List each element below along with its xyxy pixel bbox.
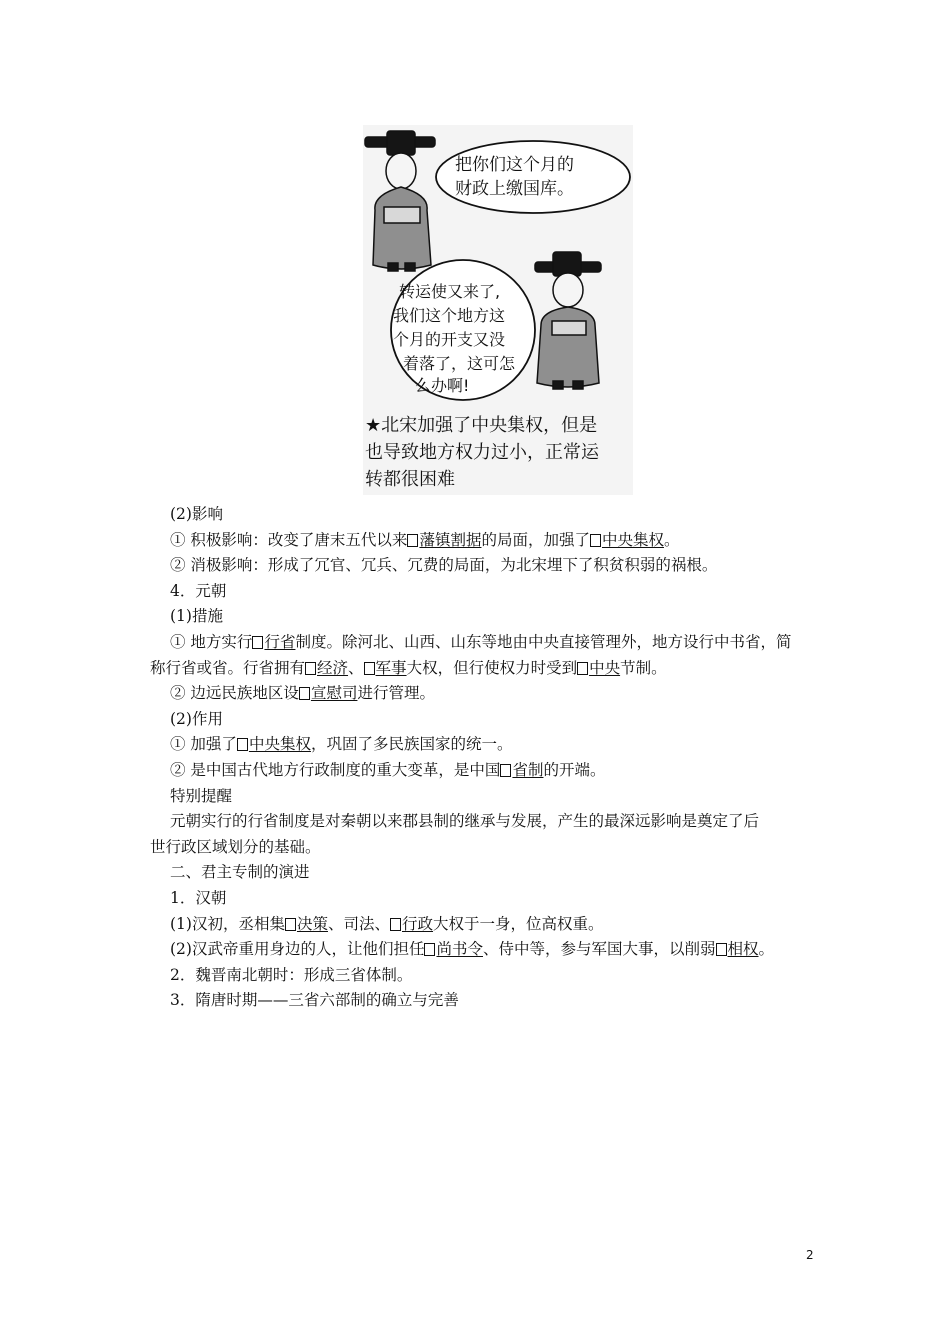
text-line <box>150 758 820 784</box>
text-segment: 大权，但行使权力时受到 <box>406 658 578 677</box>
text-line <box>150 809 820 835</box>
text-segment: 的局面，加强了 <box>481 530 590 549</box>
text-segment: 元朝实行的行省制度是对秦朝以来郡县制的继承与发展，产生的最深远影响是奠定了后 <box>170 812 760 831</box>
bubble1-line1: 把你们这个月的 <box>455 155 574 175</box>
text-line <box>150 784 820 810</box>
caption-line: 转都很困难 <box>365 469 455 490</box>
bubble2-line5: 么办啊! <box>415 376 470 395</box>
text-segment: 。 <box>758 940 775 959</box>
fill-in-answer: 行政 <box>402 914 434 933</box>
official-figure-right <box>535 252 601 389</box>
answer-box-icon <box>590 534 601 547</box>
text-segment: 大权于一身，位高权重。 <box>433 914 604 933</box>
bubble2-line1: 转运使又来了, <box>399 282 501 301</box>
caption-line: ★北宋加强了中央集权，但是 <box>365 415 598 436</box>
text-line <box>150 630 820 656</box>
text-segment: 二、君主专制的演进 <box>170 863 310 882</box>
text-segment: 3．隋唐时期——三省六部制的确立与完善 <box>170 991 459 1010</box>
text-segment: ① 加强了 <box>170 735 237 754</box>
fill-in-answer: 经济 <box>317 658 349 677</box>
text-segment: (1)措施 <box>170 607 223 626</box>
bubble2-line3: 个月的开支又没 <box>393 330 506 349</box>
text-segment: 、 <box>348 658 364 677</box>
bubble2-line2: 我们这个地方这 <box>393 306 506 325</box>
answer-box-icon <box>407 534 418 547</box>
fill-in-answer: 尚书令 <box>436 940 483 959</box>
caption-line: 也导致地方权力过小，正常运 <box>365 442 599 463</box>
text-segment: 制度。除河北、山西、山东等地由中央直接管理外，地方设行中书省，简 <box>295 632 792 651</box>
fill-in-answer: 军事 <box>375 658 407 677</box>
text-line <box>150 502 820 528</box>
text-line <box>150 707 820 733</box>
text-segment: ① 积极影响：改变了唐末五代以来 <box>170 530 408 549</box>
text-line <box>150 604 820 630</box>
fill-in-answer: 相权 <box>727 940 759 959</box>
cartoon-caption <box>365 412 630 493</box>
text-line <box>150 656 820 682</box>
text-line <box>150 732 820 758</box>
text-line <box>150 860 820 886</box>
text-segment: ② 消极影响：形成了冗官、冗兵、冗费的局面，为北宋埋下了积贫积弱的祸根。 <box>170 556 718 575</box>
text-segment: 节制。 <box>620 658 667 677</box>
answer-box-icon <box>285 918 296 931</box>
text-line <box>150 528 820 554</box>
body-text <box>150 502 820 1014</box>
text-segment: 、司法、 <box>327 914 390 933</box>
text-segment: 称行省或省。行省拥有 <box>150 658 306 677</box>
answer-box-icon <box>364 662 375 675</box>
answer-box-icon <box>299 687 310 700</box>
text-segment: 2．魏晋南北朝时：形成三省体制。 <box>170 965 413 984</box>
text-segment: 4．元朝 <box>170 581 227 600</box>
fill-in-answer: 中央 <box>589 658 621 677</box>
answer-box-icon <box>424 943 435 956</box>
fill-in-answer: 行省 <box>264 632 296 651</box>
fill-in-answer: 中央集权 <box>248 735 311 754</box>
text-segment: 的开端。 <box>543 760 606 779</box>
text-segment: ② 是中国古代地方行政制度的重大变革，是中国 <box>170 760 501 779</box>
fill-in-answer: 藩镇割据 <box>419 530 482 549</box>
answer-box-icon <box>500 764 511 777</box>
answer-box-icon <box>577 662 588 675</box>
text-segment: (2)影响 <box>170 505 223 523</box>
text-line <box>150 681 820 707</box>
text-segment: (1)汉初，丞相集 <box>170 914 285 933</box>
answer-box-icon <box>390 918 401 931</box>
answer-box-icon <box>237 738 248 751</box>
fill-in-answer: 中央集权 <box>601 530 664 549</box>
answer-box-icon <box>716 943 727 956</box>
text-segment: ② 边远民族地区设 <box>170 684 299 703</box>
text-line <box>150 553 820 579</box>
text-line <box>150 912 820 938</box>
text-segment: 进行管理。 <box>357 684 435 703</box>
text-segment: (2)汉武帝重用身边的人，让他们担任 <box>170 940 425 959</box>
text-segment: 1．汉朝 <box>170 888 227 907</box>
text-line <box>150 937 820 963</box>
text-segment: 。 <box>663 530 680 549</box>
text-line <box>150 963 820 989</box>
text-line <box>150 579 820 605</box>
text-segment: 、侍中等，参与军国大事，以削弱 <box>482 940 716 959</box>
bubble2-line4: 着落了，这可怎 <box>403 354 516 373</box>
text-line <box>150 835 820 861</box>
text-line <box>150 988 820 1014</box>
page-number: 2 <box>806 1248 814 1262</box>
text-segment: 特别提醒 <box>170 786 233 805</box>
text-segment: (2)作用 <box>170 709 223 728</box>
fill-in-answer: 省制 <box>512 760 544 779</box>
fill-in-answer: 决策 <box>296 914 328 933</box>
text-segment: ，巩固了多民族国家的统一。 <box>310 735 513 754</box>
answer-box-icon <box>252 636 263 649</box>
fill-in-answer: 宣慰司 <box>310 684 358 703</box>
text-segment: 世行政区域划分的基础。 <box>150 837 321 856</box>
text-line <box>150 886 820 912</box>
bubble1-line2: 财政上缴国库。 <box>455 179 574 199</box>
answer-box-icon <box>305 662 316 675</box>
text-segment: ① 地方实行 <box>170 632 253 651</box>
